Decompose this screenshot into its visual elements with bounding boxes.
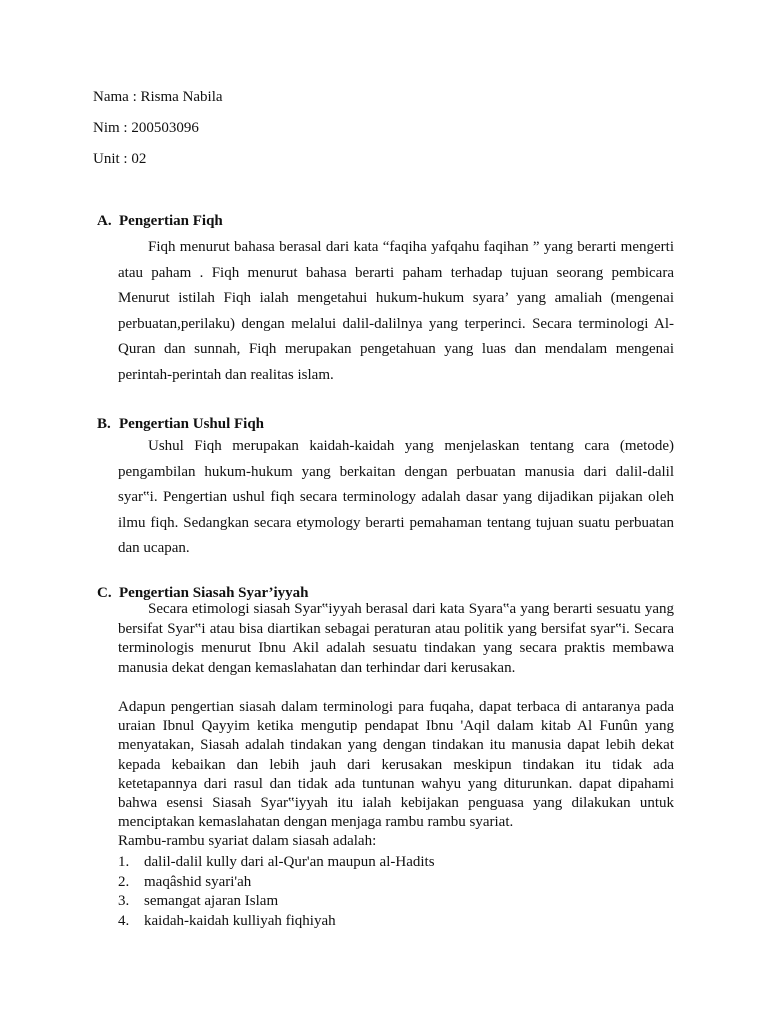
section-b-title: Pengertian Ushul Fiqh <box>119 416 265 432</box>
student-nim: Nim : 200503096 <box>93 120 199 136</box>
list-item-number: 2. <box>118 873 130 890</box>
list-item <box>118 912 435 932</box>
section-a-letter: A. <box>97 213 112 229</box>
rambu-list <box>118 853 435 931</box>
list-item-text: semangat ajaran Islam <box>144 893 279 909</box>
section-c-paragraph-2-text: Adapun pengertian siasah dalam terminologi para fuqaha, dapat terbaca di antaranya pada uraian Ibnul Qayyim ketika mengutip pendapat Ibnu 'Aqil dalam kitab Al Funûn yang menyatakan, Siasah adalah tindakan yang dengan tindakan itu manusia dapat lebih dekat kepada kebaikan dan lebih jauh dari kerusakan meskipun tindakan itu tidak ada ketetapannya dari rasul dan tidak ada tuntunan wahyu yang diturunkan. dapat dipahami bahwa esensi Siasah Syar‟iyyah itu ialah kebijakan penguasa yang dilakukan untuk menciptakan kemaslahatan dengan menjaga rambu rambu syariat. <box>118 699 674 831</box>
list-item-text: dalil-dalil kully dari al-Qur'an maupun al-Hadits <box>144 854 435 870</box>
section-b-letter: B. <box>97 416 111 432</box>
list-item-number: 3. <box>118 893 130 909</box>
section-a-heading <box>97 212 223 230</box>
list-item <box>118 873 435 893</box>
list-item <box>118 892 435 912</box>
section-c-title: Pengertian Siasah Syar’iyyah <box>119 585 309 601</box>
section-c-letter: C. <box>97 585 112 601</box>
section-b-paragraph: Ushul Fiqh merupakan kaidah-kaidah yang menjelaskan tentang cara (metode) pengambilan hukum-hukum yang berkaitan dengan perbuatan manusia dari dalil-dalil syar‟i. Pengertian ushul fiqh secara terminology adalah dasar yang dijadikan pijakan oleh ilmu fiqh. Sedangkan secara etymology berarti pemahaman tentang tujuan suatu perbuatan dan ucapan. <box>118 438 674 557</box>
section-a-paragraph: Fiqh menurut bahasa berasal dari kata “faqiha yafqahu faqihan ” yang berarti mengerti atau paham . Fiqh menurut bahasa berarti paham terhadap tujuan seorang pembicara Menurut istilah Fiqh ialah mengetahui hukum-hukum syara’ yang amaliah (mengenai perbuatan,perilaku) dengan melalui dalil-dalilnya yang terperinci. Secara terminologi Al-Quran dan sunnah, Fiqh merupakan pengetahuan yang luas dan mendalam mengenai perintah-perintah dan realitas islam. <box>118 239 674 383</box>
list-item-text: maqâshid syari'ah <box>144 873 252 890</box>
section-a-title: Pengertian Fiqh <box>119 213 223 229</box>
section-c-paragraph: Secara etimologi siasah Syar‟iyyah berasal dari kata Syara‟a yang berarti sesuatu yang bersifat Syar‟i atau bisa diartikan sebagai peraturan atau politik yang bersifat syar‟i. Secara terminologis menurut Ibnu Akil adalah sesuatu tindakan yang secara praktis membawa manusia dekat dengan kemaslahatan dan terhindar dari kerusakan. <box>118 601 674 676</box>
student-name: Nama : Risma Nabila <box>93 89 223 105</box>
list-intro: Rambu-rambu syariat dalam siasah adalah: <box>118 833 377 850</box>
list-item-text: kaidah-kaidah kulliyah fiqhiyah <box>144 912 336 929</box>
list-item-number: 4. <box>118 912 130 929</box>
student-unit: Unit : 02 <box>93 151 147 167</box>
list-item <box>118 853 435 873</box>
section-b-heading <box>97 415 264 433</box>
section-c-paragraph-2 <box>118 698 674 852</box>
list-item-number: 1. <box>118 854 130 870</box>
